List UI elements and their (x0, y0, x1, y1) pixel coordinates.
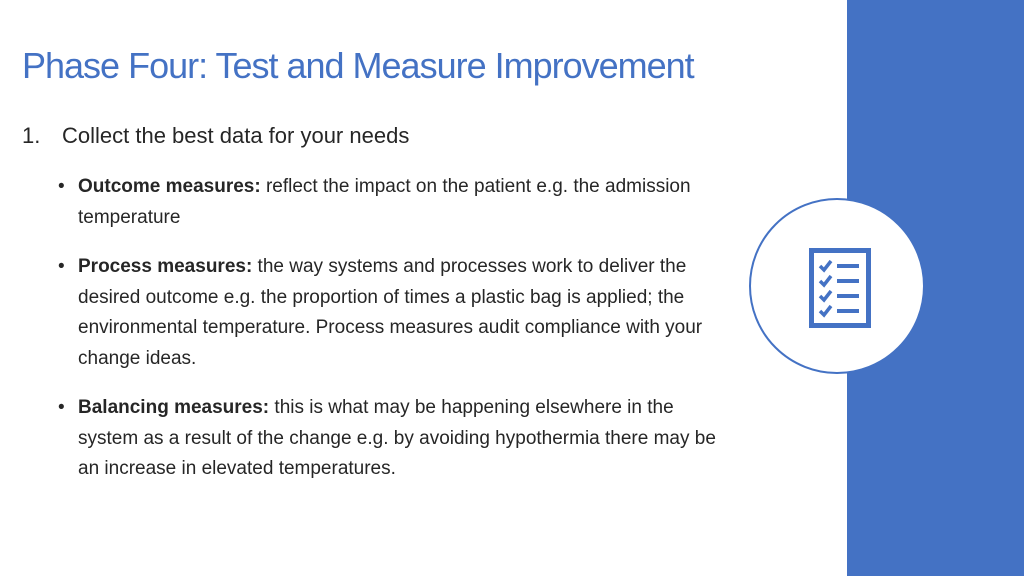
numbered-item (22, 118, 832, 154)
bullet-description: this is what may be happening elsewhere in the system as a result of the change e.g. by avoiding hypothermia there may be an increase in elevated temperatures. (78, 397, 716, 479)
bullet-description: reflect the impact on the patient e.g. the admission temperature (78, 176, 691, 228)
bullet-term: Outcome measures: (78, 176, 261, 197)
item-number: 1. (22, 123, 41, 148)
bullet-text (78, 252, 738, 374)
content-list (22, 118, 832, 504)
bullet-outcome-measures (58, 172, 738, 233)
bullet-dot: • (58, 397, 65, 418)
bullet-process-measures (58, 252, 738, 374)
item-text: Collect the best data for your needs (62, 123, 410, 148)
bullet-list (22, 172, 832, 485)
checklist-icon (809, 248, 871, 328)
bullet-dot: • (58, 256, 65, 277)
bullet-term: Balancing measures: (78, 397, 270, 418)
bullet-dot: • (58, 176, 65, 197)
bullet-description: the way systems and processes work to deliver the desired outcome e.g. the proportion of times a plastic bag is applied; the environmental temperature. Process measures audit compliance with your change ideas. (78, 256, 703, 369)
bullet-text (78, 172, 738, 233)
page-title: Phase Four: Test and Measure Improvement (22, 45, 694, 86)
icon-circle (749, 198, 925, 374)
bullet-balancing-measures (58, 393, 738, 485)
bullet-term: Process measures: (78, 256, 253, 277)
bullet-text (78, 393, 738, 485)
